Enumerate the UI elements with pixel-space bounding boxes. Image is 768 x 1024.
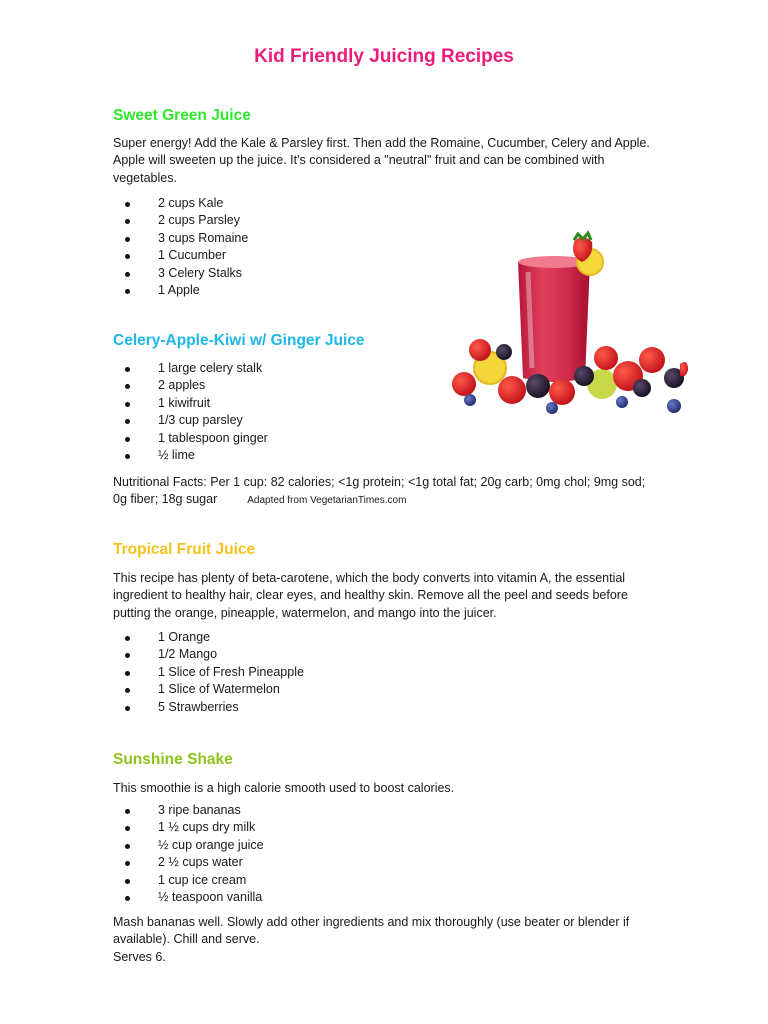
list-item: 1 Slice of Watermelon: [113, 681, 304, 698]
heading-sweet-green-juice: Sweet Green Juice: [113, 107, 251, 124]
tropical-intro: [113, 570, 653, 622]
directions-line: available). Chill and serve.: [113, 932, 260, 947]
sweet-green-ingredient-list: [113, 195, 248, 299]
list-item: 3 Celery Stalks: [113, 265, 248, 282]
list-item: 1/3 cup parsley: [113, 412, 268, 429]
list-item: 2 apples: [113, 377, 268, 394]
heading-sunshine-shake: Sunshine Shake: [113, 751, 233, 768]
source-credit: Adapted from VegetarianTimes.com: [247, 495, 407, 507]
sweet-green-intro-line: vegetables.: [113, 170, 177, 185]
heading-celery-apple-kiwi-ginger-juice: Celery-Apple-Kiwi w/ Ginger Juice: [113, 332, 365, 349]
list-item: 1 Cucumber: [113, 247, 248, 264]
list-item: 3 ripe bananas: [113, 802, 264, 819]
page-title: Kid Friendly Juicing Recipes: [254, 46, 514, 67]
list-item: ½ lime: [113, 447, 268, 464]
sunshine-ingredient-list: [113, 802, 264, 906]
list-item: ½ teaspoon vanilla: [113, 889, 264, 906]
nutrition-line: Nutritional Facts: Per 1 cup: 82 calories; <1g protein; <1g total fat; 20g carb; 0mg chol; 9mg sod;: [113, 475, 646, 489]
tropical-ingredient-list: [113, 629, 304, 716]
celery-nutrition-facts: [113, 474, 673, 510]
list-item: 1 tablespoon ginger: [113, 430, 268, 447]
list-item: 5 Strawberries: [113, 699, 304, 716]
list-item: 1 ½ cups dry milk: [113, 819, 264, 836]
serves-count: Serves 6.: [113, 949, 166, 964]
sunshine-directions: [113, 914, 673, 966]
tropical-intro-line: putting the orange, pineapple, watermelon, and mango into the juicer.: [113, 605, 497, 620]
list-item: 2 cups Kale: [113, 195, 248, 212]
sweet-green-intro-line: Apple will sweeten up the juice. It's considered a "neutral" fruit and can be combined with: [113, 153, 605, 168]
list-item: ½ cup orange juice: [113, 837, 264, 854]
list-item: 1 Orange: [113, 629, 304, 646]
directions-line: Mash bananas well. Slowly add other ingredients and mix thoroughly (use beater or blender if: [113, 915, 630, 929]
sweet-green-intro-line: Super energy! Add the Kale & Parsley first. Then add the Romaine, Cucumber, Celery and Apple.: [113, 136, 650, 150]
nutrition-line: [113, 491, 673, 509]
list-item: 3 cups Romaine: [113, 230, 248, 247]
nutrition-line-end: 0g fiber; 18g sugar: [113, 492, 218, 507]
list-item: 1 large celery stalk: [113, 360, 268, 377]
list-item: 1 cup ice cream: [113, 872, 264, 889]
list-item: 1 kiwifruit: [113, 395, 268, 412]
list-item: 2 ½ cups water: [113, 854, 264, 871]
heading-tropical-fruit-juice: Tropical Fruit Juice: [113, 541, 256, 558]
sweet-green-intro: [113, 135, 673, 187]
list-item: 1/2 Mango: [113, 646, 304, 663]
list-item: 1 Apple: [113, 282, 248, 299]
smoothie-glass-with-berries-image: [442, 228, 692, 418]
list-item: 2 cups Parsley: [113, 212, 248, 229]
tropical-intro-line: This recipe has plenty of beta-carotene, which the body converts into vitamin A, the essential: [113, 571, 626, 585]
celery-ingredient-list: [113, 360, 268, 464]
sunshine-intro: This smoothie is a high calorie smooth used to boost calories.: [113, 781, 455, 795]
tropical-intro-line: ingredient to healthy hair, clear eyes, and healthy skin. Remove all the peel and seeds before: [113, 588, 628, 603]
list-item: 1 Slice of Fresh Pineapple: [113, 664, 304, 681]
